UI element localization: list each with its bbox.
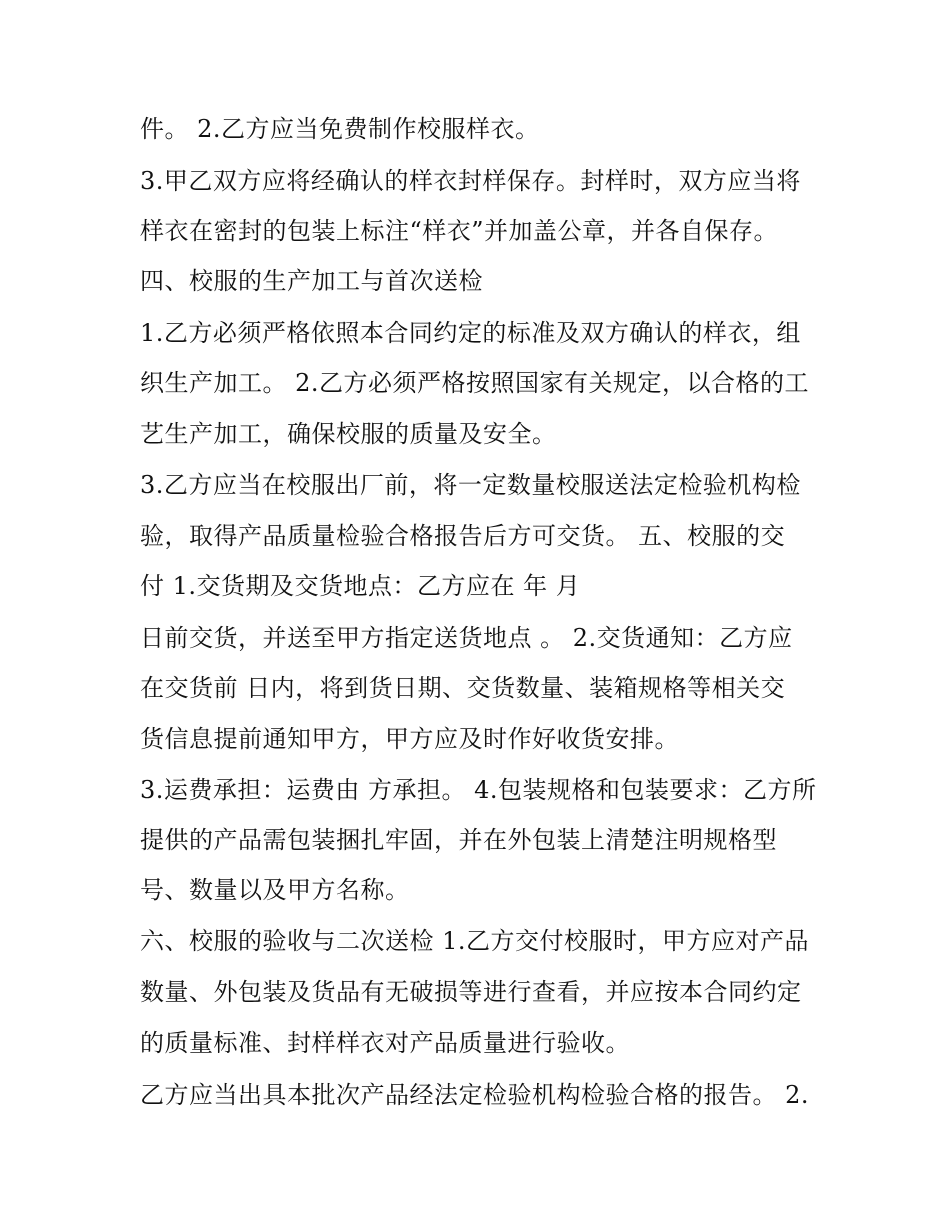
text-line: 3.乙方应当在校服出厂前，将一定数量校服送法定检验机构检	[140, 471, 801, 499]
text-line: 货信息提前通知甲方，甲方应及时作好收货安排。	[140, 725, 679, 753]
text-line: 付 1.交货期及交货地点：乙方应在 年 月	[140, 572, 581, 600]
text-line: 数量、外包装及货品有无破损等进行查看，并应按本合同约定	[140, 978, 802, 1006]
text-line: 的质量标准、封样样衣对产品质量进行验收。	[140, 1029, 630, 1057]
text-line: 件。 2.乙方应当免费制作校服样衣。	[140, 115, 540, 143]
text-line: 织生产加工。 2.乙方必须严格按照国家有关规定，以合格的工	[140, 369, 810, 397]
text-line: 3.运费承担：运费由 方承担。 4.包装规格和包装要求：乙方所	[140, 776, 817, 804]
text-line: 日前交货，并送至甲方指定送货地点 。 2.交货通知：乙方应	[140, 624, 793, 652]
text-line: 乙方应当出具本批次产品经法定检验机构检验合格的报告。 2.	[140, 1081, 810, 1109]
text-line: 验，取得产品质量检验合格报告后方可交货。 五、校服的交	[140, 522, 786, 550]
text-line: 样衣在密封的包装上标注“样衣”并加盖公章，并各自保存。	[140, 217, 779, 245]
text-line: 提供的产品需包装捆扎牢固，并在外包装上清楚注明规格型	[140, 826, 777, 854]
text-line: 艺生产加工，确保校服的质量及安全。	[140, 420, 557, 448]
text-line: 号、数量以及甲方名称。	[140, 876, 410, 904]
text-line: 3.甲乙双方应将经确认的样衣封样保存。封样时，双方应当将	[140, 167, 801, 195]
text-line: 在交货前 日内，将到货日期、交货数量、装箱规格等相关交	[140, 674, 786, 702]
section-heading: 六、校服的验收与二次送检 1.乙方交付校服时，甲方应对产品	[140, 927, 810, 955]
section-heading: 四、校服的生产加工与首次送检	[140, 267, 483, 295]
text-line: 1.乙方必须严格依照本合同约定的标准及双方确认的样衣，组	[140, 319, 801, 347]
